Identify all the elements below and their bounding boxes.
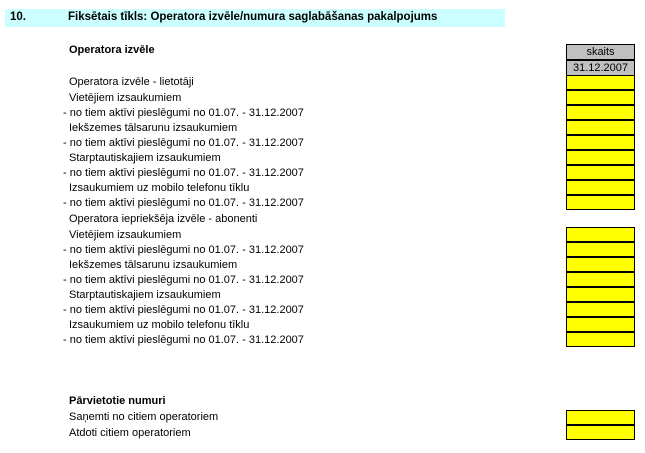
- row-label: Izsaukumiem uz mobilo telefonu tīklu: [69, 182, 250, 194]
- value-cell-10-1-1-3[interactable]: [566, 150, 635, 165]
- row-label: - no tiem aktīvi pieslēgumi no 01.07. - 31.12.2007: [63, 274, 304, 286]
- value-cell-10-1-2-4[interactable]: [566, 317, 635, 332]
- row-label: Vietējiem izsaukumiem: [69, 92, 182, 104]
- row-label: Operatora iepriekšēja izvēle - abonenti: [69, 213, 258, 225]
- value-cell-10-1-2-2-sub[interactable]: [566, 272, 635, 287]
- row-label: - no tiem aktīvi pieslēgumi no 01.07. - 31.12.2007: [63, 137, 304, 149]
- value-cell-10-1-2-1-sub[interactable]: [566, 242, 635, 257]
- row-label: - no tiem aktīvi pieslēgumi no 01.07. - 31.12.2007: [63, 334, 304, 346]
- row-label: Izsaukumiem uz mobilo telefonu tīklu: [69, 319, 250, 331]
- value-cell-10-2-1[interactable]: [566, 410, 635, 425]
- row-label: Iekšzemes tālsarunu izsaukumiem: [69, 122, 238, 134]
- value-cell-10-1-2-1[interactable]: [566, 227, 635, 242]
- value-cell-10-1-1-2[interactable]: [566, 120, 635, 135]
- value-cell-10-1-1-4[interactable]: [566, 180, 635, 195]
- column-header-skaits: skaits: [566, 44, 635, 60]
- column-header-date: 31.12.2007: [566, 60, 635, 76]
- row-label: - no tiem aktīvi pieslēgumi no 01.07. - 31.12.2007: [63, 167, 304, 179]
- value-cell-10-2-2[interactable]: [566, 425, 635, 440]
- value-cell-10-1-1[interactable]: [566, 75, 635, 90]
- row-label: Starptautiskajiem izsaukumiem: [69, 152, 221, 164]
- row-label: Saņemti no citiem operatoriem: [69, 411, 219, 423]
- row-label: - no tiem aktīvi pieslēgumi no 01.07. - 31.12.2007: [63, 107, 304, 119]
- row-label: - no tiem aktīvi pieslēgumi no 01.07. - 31.12.2007: [63, 244, 304, 256]
- row-label: Atdoti citiem operatoriem: [69, 427, 191, 439]
- value-cell-10-1-1-3-sub[interactable]: [566, 165, 635, 180]
- value-cell-10-1-2-2[interactable]: [566, 257, 635, 272]
- row-label: - no tiem aktīvi pieslēgumi no 01.07. - 31.12.2007: [63, 304, 304, 316]
- row-label: - no tiem aktīvi pieslēgumi no 01.07. - 31.12.2007: [63, 197, 304, 209]
- section-number: 10.: [10, 11, 26, 23]
- value-cell-10-1-1-4-sub[interactable]: [566, 195, 635, 210]
- row-label: Vietējiem izsaukumiem: [69, 229, 182, 241]
- value-cell-10-1-1-1[interactable]: [566, 90, 635, 105]
- row-label: Operatora izvēle - lietotāji: [69, 76, 194, 88]
- value-cell-10-1-1-2-sub[interactable]: [566, 135, 635, 150]
- value-cell-10-1-2-3-sub[interactable]: [566, 302, 635, 317]
- row-label: Operatora izvēle: [69, 44, 155, 56]
- row-label: Pārvietotie numuri: [69, 395, 166, 407]
- row-label: Starptautiskajiem izsaukumiem: [69, 289, 221, 301]
- value-cell-10-1-2-3[interactable]: [566, 287, 635, 302]
- section-title-bar: [5, 9, 505, 27]
- section-title: Fiksētais tīkls: Operatora izvēle/numura saglabāšanas pakalpojums: [68, 11, 438, 23]
- value-cell-10-1-2-4-sub[interactable]: [566, 332, 635, 347]
- value-cell-10-1-1-1-sub[interactable]: [566, 105, 635, 120]
- row-label: Iekšzemes tālsarunu izsaukumiem: [69, 259, 238, 271]
